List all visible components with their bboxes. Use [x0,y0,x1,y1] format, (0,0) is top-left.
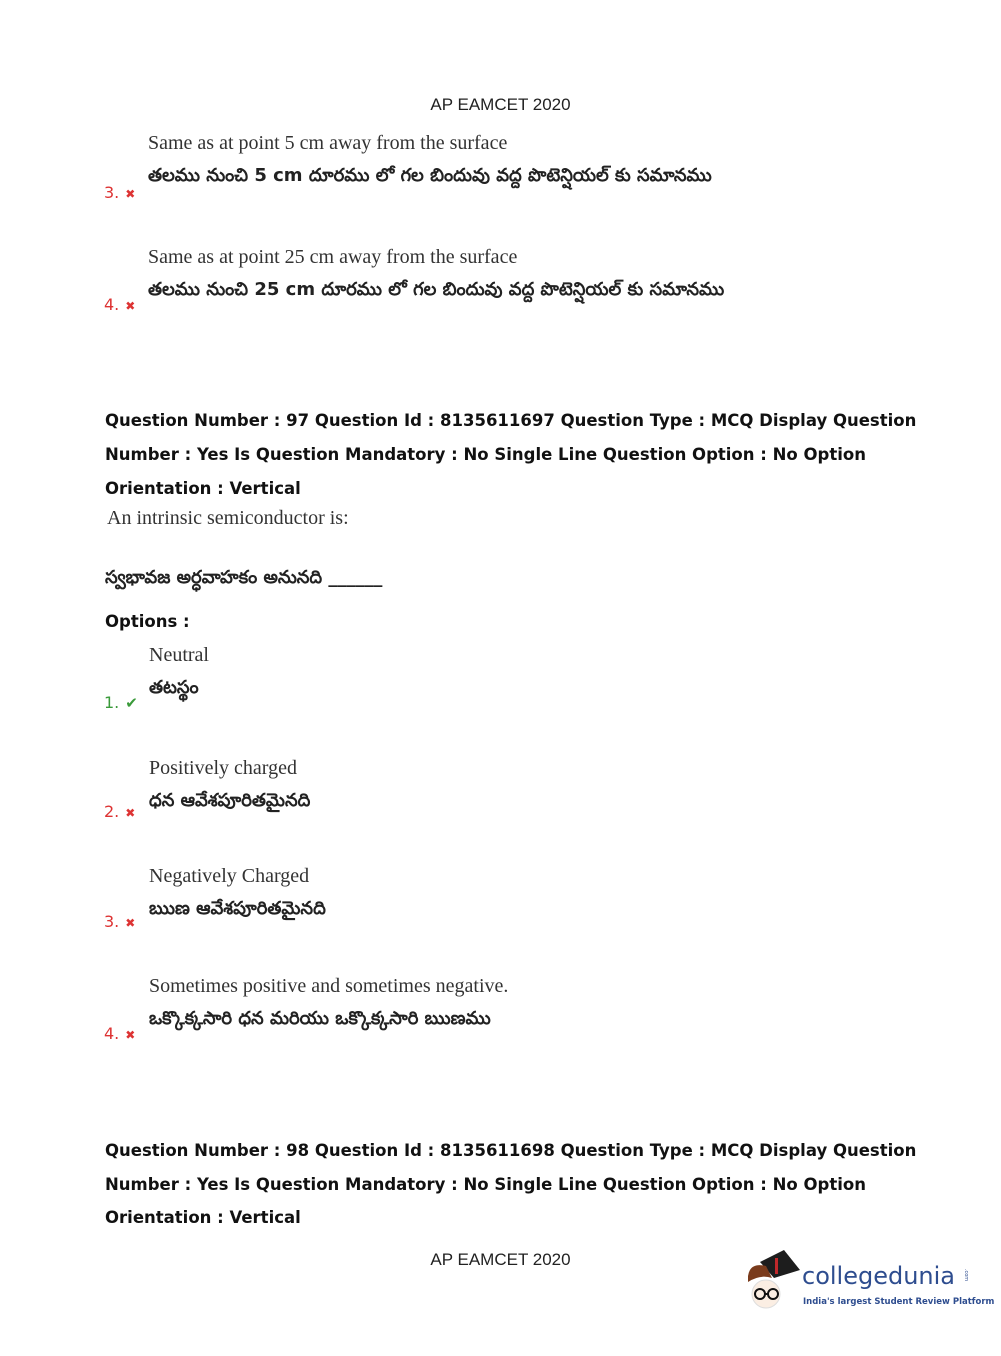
check-icon: ✔ [125,694,138,712]
meta-line: Orientation : Vertical [105,1208,301,1227]
mascot-icon [740,1248,802,1318]
option-number: 3. ✖ [104,183,136,202]
logo-suffix: .com [963,1268,970,1282]
option-en: Neutral [149,644,209,666]
meta-line: Number : Yes Is Question Mandatory : No Single Line Question Option : No Option [105,1175,866,1194]
option-number: 4. ✖ [104,295,136,314]
meta-line: Orientation : Vertical [105,479,301,498]
meta-line: Question Number : 98 Question Id : 8135611698 Question Type : MCQ Display Question [105,1141,917,1160]
question-text-en: An intrinsic semiconductor is: [107,507,349,529]
option-te: తలము నుంచి 5 cm దూరము లో గల బిందువు వద్ద పొటెన్షియల్ కు సమానము [148,165,712,186]
options-label: Options : [105,612,190,631]
question-text-te: స్వభావజ అర్ధవాహకం అనునది ______ [105,567,383,588]
cross-icon: ✖ [125,299,136,313]
option-te: ఒక్కొక్కసారి ధన మరియు ఒక్కొక్కసారి ఋణము [149,1008,491,1029]
option-number: 4. ✖ [104,1024,136,1043]
option-number: 1. ✔ [104,693,138,712]
option-en: Positively charged [149,757,297,779]
collegedunia-logo [740,1248,995,1320]
option-te: తలము నుంచి 25 cm దూరము లో గల బిందువు వద్ద పొటెన్షియల్ కు సమానము [148,279,725,300]
page-header: AP EAMCET 2020 [430,95,571,114]
meta-line: Number : Yes Is Question Mandatory : No Single Line Question Option : No Option [105,445,866,464]
meta-line: Question Number : 97 Question Id : 8135611697 Question Type : MCQ Display Question [105,411,917,430]
option-en: Sometimes positive and sometimes negative. [149,975,509,997]
option-number: 3. ✖ [104,912,136,931]
option-en: Negatively Charged [149,865,310,887]
cross-icon: ✖ [125,916,136,930]
cross-icon: ✖ [125,806,136,820]
option-te: తటస్థం [149,677,199,698]
option-te: ఋణ ఆవేశపూరితమైనది [149,898,326,919]
logo-name: collegedunia [802,1262,956,1290]
option-number: 2. ✖ [104,802,136,821]
cross-icon: ✖ [125,187,136,201]
page-footer: AP EAMCET 2020 [430,1250,571,1269]
option-en: Same as at point 5 cm away from the surface [148,132,508,154]
logo-tagline: India's largest Student Review Platform [803,1297,995,1307]
cross-icon: ✖ [125,1028,136,1042]
option-te: ధన ఆవేశపూరితమైనది [149,790,311,811]
option-en: Same as at point 25 cm away from the surface [148,246,518,268]
